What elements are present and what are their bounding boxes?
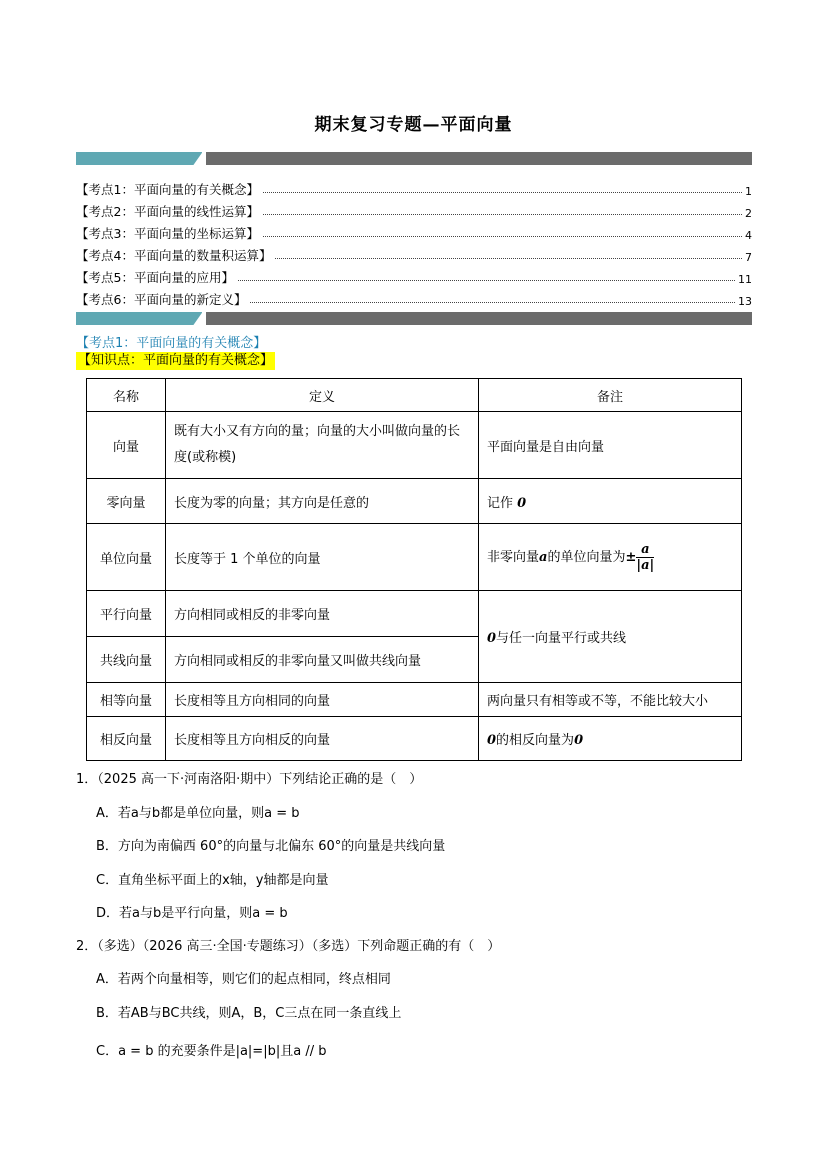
table-row: 零向量 长度为零的向量；其方向是任意的 记作 0 [87,479,742,524]
table-row: 平行向量 方向相同或相反的非零向量 0与任一向量平行或共线 [87,591,742,637]
table-row: 单位向量 长度等于 1 个单位的向量 非零向量a的单位向量为± $\frac{a}{|a|}$ [87,524,742,591]
toc-item[interactable]: 【考点6：平面向量的新定义】 13 [76,292,752,308]
header-divider-bar [76,152,752,165]
q2-option-c[interactable]: C．a = b 的充要条件是|a|=|b|且a // b [96,1044,327,1059]
knowledge-point-label: 【知识点：平面向量的有关概念】 [78,353,274,368]
toc-item[interactable]: 【考点1：平面向量的有关概念】 1 [76,182,752,198]
toc-item[interactable]: 【考点5：平面向量的应用】 11 [76,270,752,286]
table-row: 相等向量 长度相等且方向相同的向量 两向量只有相等或不等，不能比较大小 [87,683,742,717]
merged-note-cell: 0与任一向量平行或共线 [479,591,742,683]
question-2-stem: 2．（多选）（2026 高三·全国·专题练习）（多选）下列命题正确的有（ ） [76,939,501,954]
header-definition: 定义 [166,379,479,412]
table-row: 向量 既有大小又有方向的量；向量的大小叫做向量的长度(或称模) 平面向量是自由向量 [87,412,742,479]
question-1-stem: 1．（2025 高一下·河南洛阳·期中）下列结论正确的是（ ） [76,772,423,787]
q1-option-b[interactable]: B．方向为南偏西 60°的向量与北偏东 60°的向量是共线向量 [96,839,446,854]
unit-vector-fraction: $\frac{a}{|a|}$ [636,541,655,573]
table-of-contents [76,176,752,308]
zero-vector-symbol: 0 [517,495,527,511]
table-row: 共线向量 方向相同或相反的非零向量又叫做共线向量 [87,637,742,683]
q1-option-a[interactable]: A．若a与b都是单位向量，则a = b [96,806,300,821]
toc-item[interactable]: 【考点3：平面向量的坐标运算】 4 [76,226,752,242]
header-name: 名称 [87,379,166,412]
concept-table [86,378,742,761]
table-row: 相反向量 长度相等且方向相反的向量 0的相反向量为0 [87,717,742,761]
table-header-row [87,379,742,412]
toc-item[interactable]: 【考点4：平面向量的数量积运算】 7 [76,248,752,264]
q1-option-d[interactable]: D．若a与b是平行向量，则a = b [96,906,288,921]
q2-option-b[interactable]: B．若AB与BC共线，则A，B，C三点在同一条直线上 [96,1006,402,1021]
vector-a-symbol: a [539,549,548,565]
section-heading: 【考点1：平面向量的有关概念】 [76,336,267,351]
document-title: 期末复习专题—平面向量 [314,115,513,135]
toc-item[interactable]: 【考点2：平面向量的线性运算】 2 [76,204,752,220]
header-note: 备注 [479,379,742,412]
toc-divider-bar [76,312,752,325]
q2-option-a[interactable]: A．若两个向量相等，则它们的起点相同，终点相同 [96,972,391,987]
q1-option-c[interactable]: C．直角坐标平面上的x轴，y轴都是向量 [96,873,329,888]
